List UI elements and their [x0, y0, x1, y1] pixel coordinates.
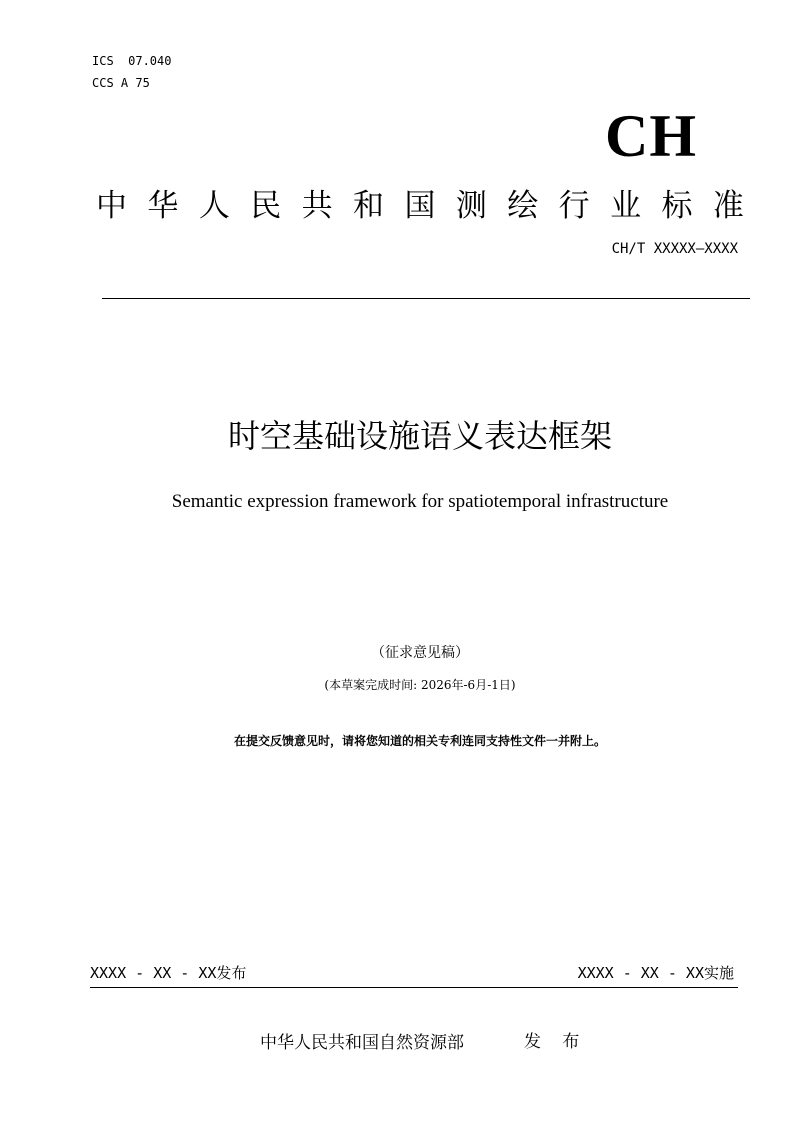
industry-title-char: 测 [455, 188, 487, 224]
industry-title-char: 国 [404, 188, 436, 224]
ics-code: ICS 07.040 [92, 54, 172, 68]
publish-label: 发 布 [524, 1032, 588, 1052]
industry-title-char: 中 [96, 188, 127, 224]
ccs-code: CCS A 75 [92, 76, 150, 90]
document-title-chinese: 时空基础设施语义表达框架 [227, 417, 612, 455]
industry-standard-title [96, 186, 744, 226]
completion-date-note: (本草案完成时间: 2026年-6月-1日) [324, 678, 516, 692]
patent-notice: 在提交反馈意见时，请将您知道的相关专利连同支持性文件一并附上。 [233, 734, 606, 748]
industry-title-char: 绘 [507, 188, 539, 224]
issue-date: XXXX - XX - XX发布 [90, 964, 247, 982]
bottom-divider [90, 987, 738, 988]
industry-title-char: 民 [250, 188, 282, 224]
industry-title-char: 和 [353, 188, 385, 224]
industry-title-char: 准 [712, 188, 744, 224]
implementation-date: XXXX - XX - XX实施 [577, 964, 734, 982]
draft-status-label: （征求意见稿） [371, 645, 469, 661]
industry-title-char: 业 [610, 188, 642, 224]
industry-title-char: 人 [198, 188, 230, 224]
standard-number: CH/T XXXXX—XXXX [611, 241, 738, 257]
document-title-english: Semantic expression framework for spatiotemporal infrastructure [171, 491, 669, 512]
top-divider [102, 298, 750, 299]
industry-title-char: 共 [301, 188, 333, 224]
industry-title-char: 华 [147, 188, 179, 224]
ch-logo: CH [605, 103, 697, 169]
industry-title-char: 标 [661, 188, 693, 224]
industry-title-char: 行 [558, 188, 590, 224]
issuing-authority: 中华人民共和国自然资源部 [260, 1033, 464, 1053]
